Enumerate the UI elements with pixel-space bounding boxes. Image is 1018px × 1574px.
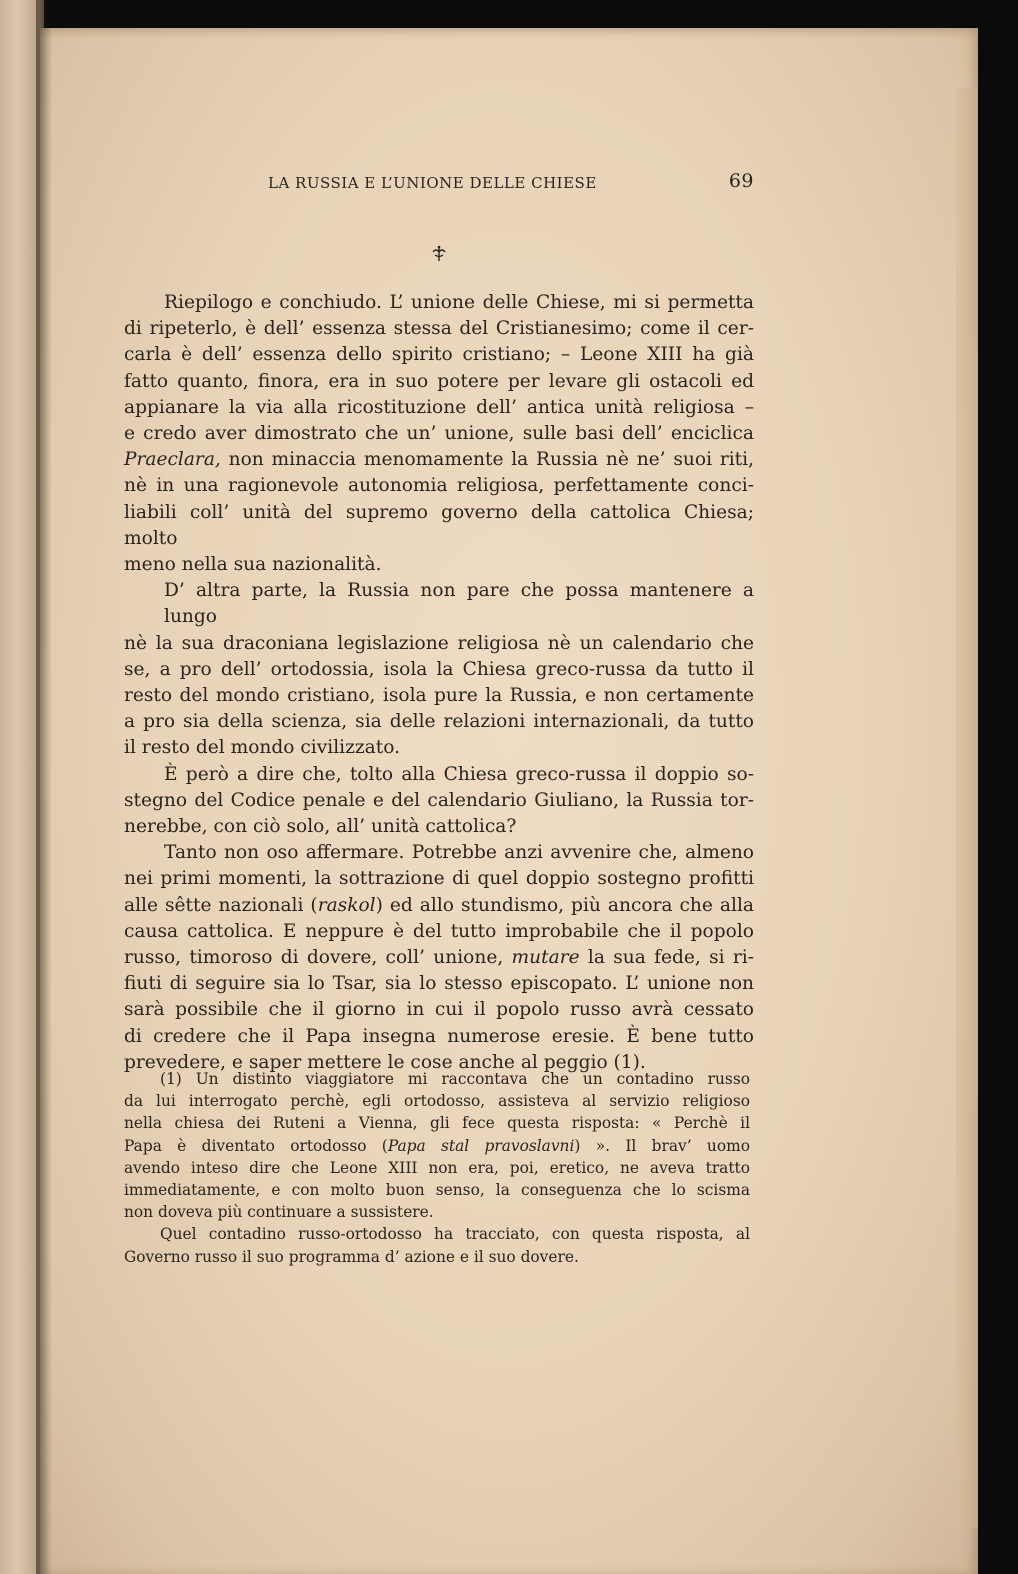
text-line: nerebbe, con ciò solo, all’ unità cattolica? [124, 816, 517, 838]
text-line: fatto quanto, finora, era in suo potere per levare gli ostacoli ed [124, 370, 754, 392]
text-line: È però a dire che, tolto alla Chiesa greco-russa il doppio so- [164, 763, 754, 785]
running-title: LA RUSSIA E L’UNIONE DELLE CHIESE [268, 174, 597, 192]
text-line: il resto del mondo civilizzato. [124, 737, 401, 759]
text-fragment: ) ». Il brav’ uomo [574, 1136, 750, 1155]
text-fragment: Papa è diventato ortodosso ( [124, 1136, 388, 1155]
italic-text: Praeclara, [124, 449, 221, 471]
text-line [124, 945, 754, 971]
text-line: stegno del Codice penale e del calendario Giuliano, la Russia tor- [124, 789, 754, 811]
paragraph-4 [124, 840, 754, 1076]
italic-text: mutare [511, 947, 580, 969]
footnote-line: nella chiesa dei Ruteni a Vienna, gli fece questa risposta: « Perchè il [124, 1114, 750, 1133]
text-fragment: ) ed allo stundismo, più ancora che alla [375, 894, 754, 916]
text-line: carla è dell’ essenza dello spirito cristiano; – Leone XIII ha già [124, 344, 754, 366]
footnote-line: Governo russo il suo programma d’ azione e il suo dovere. [124, 1247, 579, 1266]
text-line: Tanto non oso affermare. Potrebbe anzi avvenire che, almeno [164, 842, 754, 864]
text-line: liabili coll’ unità del supremo governo della cattolica Chiesa; molto [124, 501, 754, 549]
text-line: se, a pro dell’ ortodossia, isola la Chiesa greco-russa da tutto il [124, 658, 754, 680]
footnote-line: Quel contadino russo-ortodosso ha tracciato, con questa risposta, al [160, 1225, 750, 1244]
italic-text: raskol [317, 894, 376, 916]
text-line: causa cattolica. E neppure è del tutto improbabile che il popolo [124, 920, 754, 942]
text-line: nè in una ragionevole autonomia religiosa, perfettamente conci- [124, 475, 754, 497]
footnote-line: avendo inteso dire che Leone XIII non era, poi, eretico, ne aveva tratto [124, 1158, 750, 1177]
running-header [268, 172, 754, 196]
text-line [124, 447, 754, 473]
text-line: a pro sia della scienza, sia delle relazioni internazionali, da tutto [124, 711, 754, 733]
text-line: resto del mondo cristiano, isola pure la Russia, e non certamente [124, 685, 754, 707]
page-edge-shading [956, 88, 978, 1528]
text-fragment: non minaccia menomamente la Russia nè ne’ suoi riti, [220, 449, 754, 471]
text-line: sarà possibile che il giorno in cui il popolo russo avrà cessato [124, 999, 754, 1021]
footnote-line [124, 1135, 750, 1157]
text-line: nè la sua draconiana legislazione religiosa nè un calendario che [124, 632, 754, 654]
text-fragment: russo, timoroso di dovere, coll’ unione, [124, 947, 512, 969]
text-line [124, 893, 754, 919]
text-line: e credo aver dimostrato che un’ unione, sulle basi dell’ enciclica [124, 423, 754, 445]
paragraph-3 [124, 762, 754, 841]
gutter-shadow [36, 0, 52, 1574]
fleuron-ornament-icon [429, 244, 449, 264]
paragraph-1 [124, 290, 754, 578]
paragraph-2 [124, 578, 754, 761]
footnote-continuation [124, 1223, 750, 1267]
text-line: D’ altra parte, la Russia non pare che possa mantenere a lungo [164, 580, 754, 628]
text-line: di ripeterlo, è dell’ essenza stessa del Cristianesimo; come il cer- [124, 318, 754, 340]
text-line: meno nella sua nazionalità. [124, 554, 382, 576]
footnote-line: (1) Un distinto viaggiatore mi raccontava che un contadino russo [160, 1070, 750, 1088]
footnote-line: immediatamente, e con molto buon senso, la conseguenza che lo scisma [124, 1181, 750, 1200]
text-line: fiuti di seguire sia lo Tsar, sia lo stesso episcopato. L’ unione non [124, 973, 754, 995]
text-line: appianare la via alla ricostituzione dell’ antica unità religiosa – [124, 396, 754, 418]
text-line: di credere che il Papa insegna numerose eresie. È bene tutto [124, 1025, 754, 1047]
text-fragment: alle sêtte nazionali ( [124, 894, 318, 916]
text-fragment: la sua fede, si ri- [579, 947, 754, 969]
text-line: nei primi momenti, la sottrazione di quel doppio sostegno profitti [124, 868, 754, 890]
footnote-1 [124, 1068, 750, 1223]
italic-text: Papa stal pravoslavni [387, 1136, 575, 1155]
footnote-line: da lui interrogato perchè, egli ortodosso, assisteva al servizio religioso [124, 1092, 750, 1111]
footnote-section [124, 1068, 750, 1268]
main-text [124, 290, 754, 1076]
footnote-line: non doveva più continuare a sussistere. [124, 1203, 434, 1222]
page-number: 69 [728, 170, 754, 192]
text-line: prevedere, e saper mettere le cose anche al peggio (1). [124, 1051, 646, 1073]
text-line: Riepilogo e conchiudo. L’ unione delle Chiese, mi si permetta [164, 292, 754, 313]
